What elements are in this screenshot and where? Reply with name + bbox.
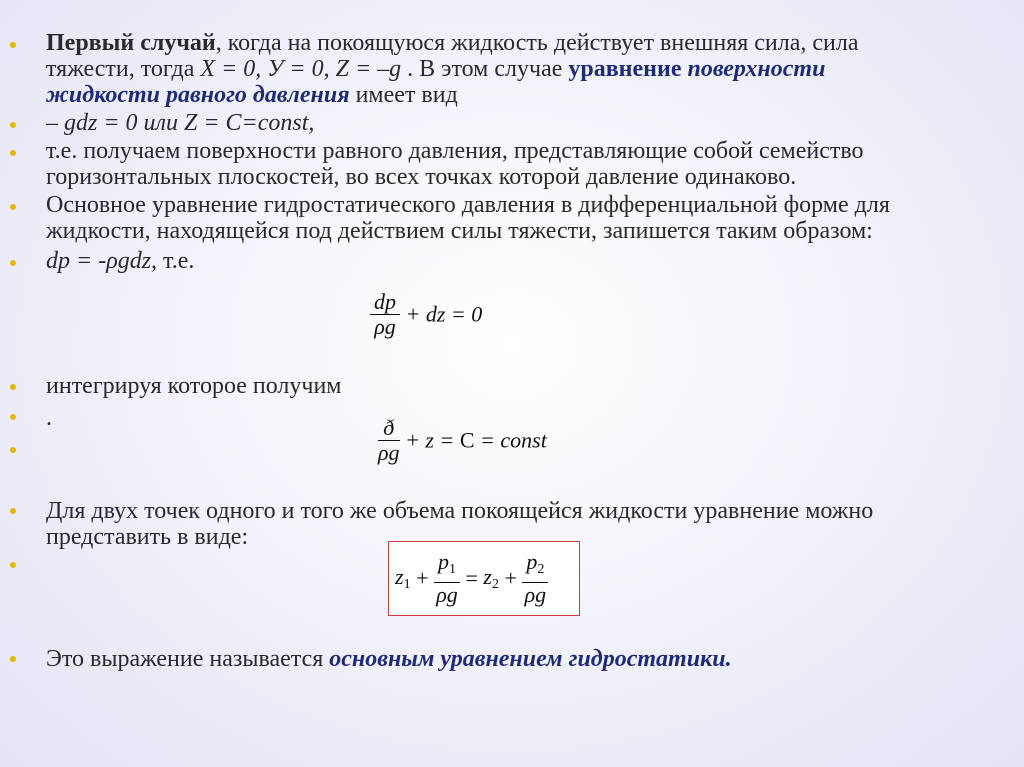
equation-two-points: $z_1$ + $\frac{p_1}{\rho g}$ = $z_2$ + $\frac{p_2}{\rho g}$ (395, 550, 548, 607)
highlight-term: уравнение (568, 56, 688, 82)
paragraph-planes-line1: т.е. получаем поверхности равного давления, представляющие собой семейство (46, 138, 864, 164)
fraction (522, 550, 548, 607)
paragraph-first-case-line3 (46, 82, 458, 108)
symbol: p (526, 549, 538, 574)
text: имеет вид (349, 82, 458, 108)
text: тяжести, тогда (46, 56, 201, 82)
paragraph-integrating: интегрируя которое получим (46, 373, 342, 399)
text: . В этом случае (401, 56, 569, 82)
subscript: 2 (491, 577, 499, 592)
numerator (434, 550, 460, 583)
text: , когда на покоящуюся жидкость действует внешняя сила, сила (215, 30, 859, 56)
first-case-heading: Первый случай (46, 30, 216, 56)
paragraph-first-case-line1 (46, 30, 859, 56)
boxed-equation (388, 541, 580, 616)
highlight-term: жидкости равного давления (46, 82, 350, 108)
bullet-marker (10, 384, 16, 390)
denominator: ρg (374, 314, 396, 339)
bullet-marker (10, 260, 16, 266)
numerator (522, 550, 548, 583)
z2-term (483, 564, 499, 592)
subscript: 1 (448, 562, 456, 577)
bullet-marker (10, 150, 16, 156)
paragraph-two-points-line1: Для двух точек одного и того же объема покоящейся жидкости уравнение можно (46, 498, 874, 524)
paragraph-dp (46, 248, 194, 274)
inline-formula: X = 0, У = 0, Z = –g (200, 56, 402, 82)
bullet-marker (10, 42, 16, 48)
equation-differential (370, 290, 482, 339)
subscript: 2 (537, 562, 545, 577)
numerator: ð (378, 416, 400, 441)
bullet-marker (10, 562, 16, 568)
equation-integrated (378, 416, 547, 465)
constant-symbol: C (459, 427, 475, 453)
numerator: dp (370, 290, 400, 315)
paragraph-basic-equation-line1: Основное уравнение гидростатического давления в дифференциальной форме для (46, 192, 890, 218)
bullet-marker (10, 204, 16, 210)
highlight-term: поверхности (687, 56, 826, 82)
inline-formula: dp = -ρgdz, (46, 248, 158, 274)
symbol: p (437, 549, 449, 574)
paragraph-first-case-line2 (46, 56, 825, 82)
equation-rest: + z = (405, 427, 460, 453)
equation-rest: + dz = 0 (405, 301, 483, 327)
symbol: z (395, 564, 404, 589)
bullet-marker (10, 447, 16, 453)
fraction (434, 550, 460, 607)
subscript: 1 (403, 577, 411, 592)
paragraph-basic-equation-line2: жидкости, находящейся под действием силы тяжести, запишется таким образом: (46, 218, 873, 244)
paragraph-two-points-line2: представить в виде: (46, 524, 249, 550)
highlight-term: основным уравнением гидростатики. (329, 646, 732, 672)
dot-line: . (46, 405, 52, 431)
bullet-marker (10, 656, 16, 662)
bullet-marker (10, 414, 16, 420)
paragraph-planes-line2: горизонтальных плоскостей, во всех точках которой давление одинаково. (46, 164, 797, 190)
z1-term (395, 564, 411, 592)
text: Это выражение называется (46, 646, 330, 672)
denominator: ρg (436, 582, 458, 607)
text: т.е. (157, 248, 195, 274)
denominator: ρg (524, 582, 547, 607)
symbol: z (483, 564, 492, 589)
formula-gdz: – gdz = 0 или Z = C=const, (46, 110, 315, 136)
fraction (370, 290, 400, 339)
denominator: ρg (378, 440, 400, 465)
fraction (378, 416, 400, 465)
equation-rest: = const (474, 427, 547, 453)
bullet-marker (10, 122, 16, 128)
paragraph-conclusion (46, 646, 732, 672)
bullet-marker (10, 508, 16, 514)
